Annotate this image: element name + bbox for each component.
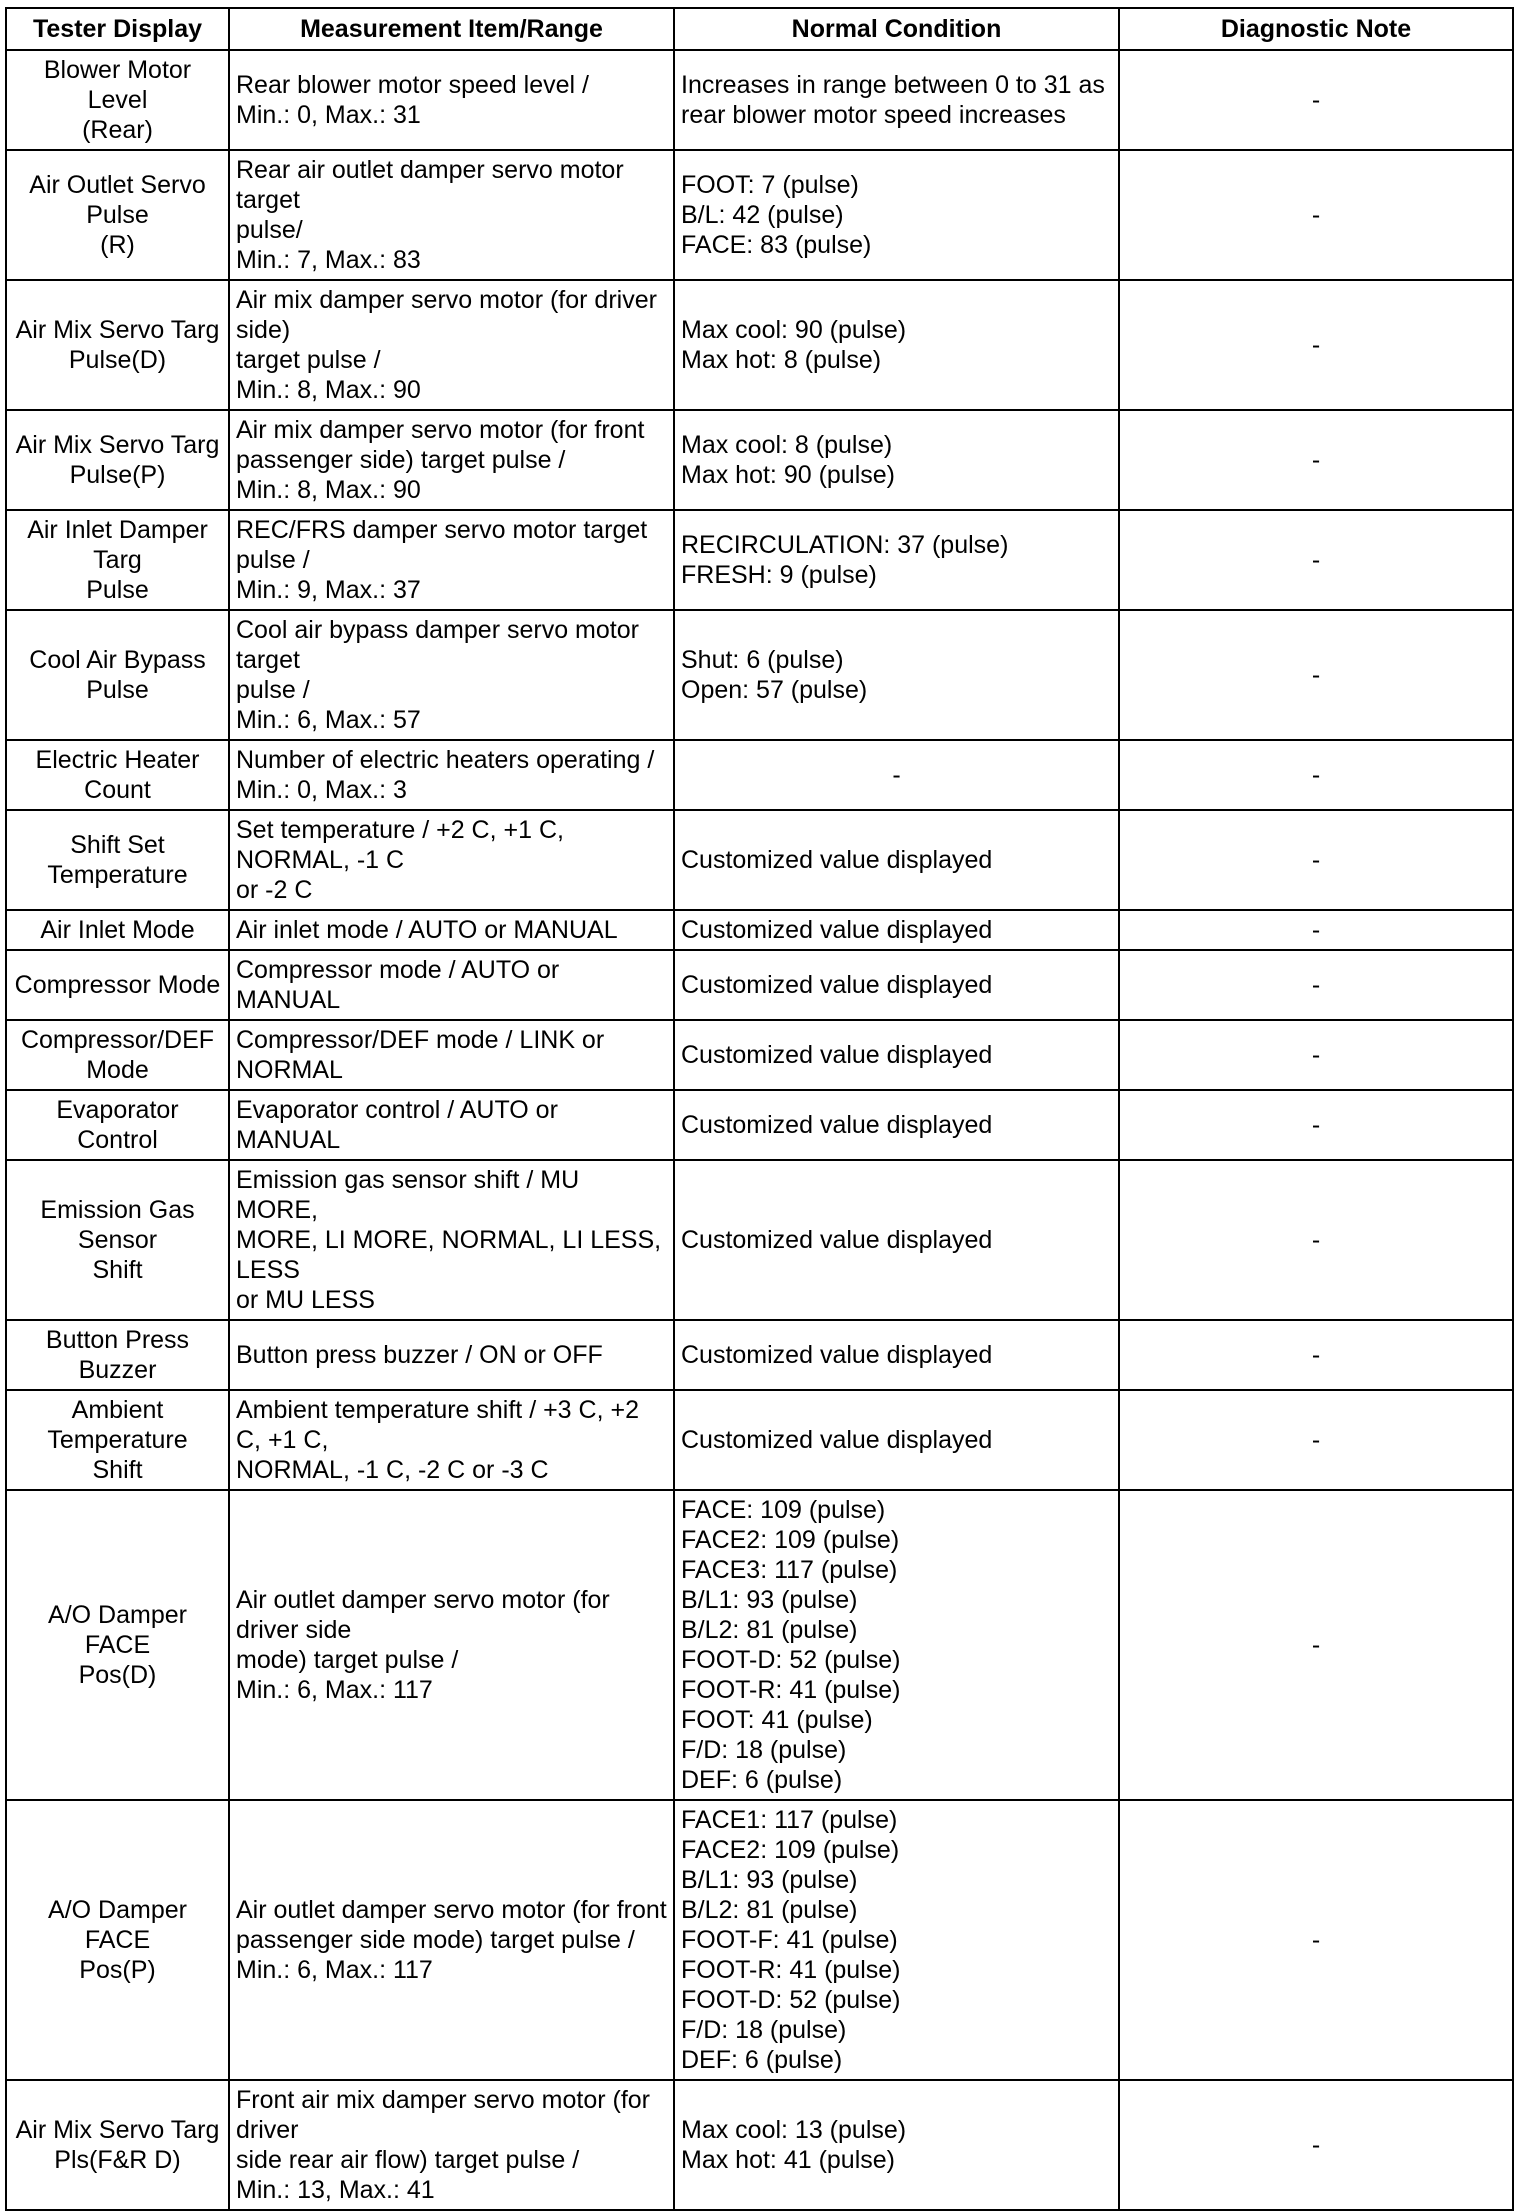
normal-condition-cell-line: Increases in range between 0 to 31 as bbox=[681, 71, 1105, 99]
table-header bbox=[6, 8, 1513, 50]
table-row bbox=[6, 150, 1513, 280]
header-measurement-item-range: Measurement Item/Range bbox=[229, 8, 674, 50]
tester-display-cell-line: Ambient Temperature bbox=[47, 1396, 188, 1454]
diagnostic-note-cell: - bbox=[1119, 2080, 1513, 2210]
diagnostic-note-cell: - bbox=[1119, 1390, 1513, 1490]
tester-display-cell-line: Shift bbox=[92, 1256, 143, 1284]
normal-condition-cell-line: B/L2: 81 (pulse) bbox=[681, 1896, 858, 1924]
tester-display-cell-line: Shift bbox=[92, 1456, 143, 1484]
normal-condition-cell bbox=[674, 150, 1119, 280]
normal-condition-cell-line: FOOT: 7 (pulse) bbox=[681, 171, 859, 199]
measurement-range-cell-line: Min.: 13, Max.: 41 bbox=[236, 2176, 435, 2204]
normal-condition-cell bbox=[674, 1160, 1119, 1320]
tester-display-cell bbox=[6, 2080, 229, 2210]
normal-condition-cell bbox=[674, 1800, 1119, 2080]
normal-condition-cell-line: FOOT-D: 52 (pulse) bbox=[681, 1646, 901, 1674]
normal-condition-cell bbox=[674, 280, 1119, 410]
tester-display-cell-line: Air Inlet Damper Targ bbox=[27, 516, 208, 574]
normal-condition-cell bbox=[674, 740, 1119, 810]
tester-display-cell bbox=[6, 810, 229, 910]
header-diagnostic-note: Diagnostic Note bbox=[1119, 8, 1513, 50]
measurement-range-cell-line: side rear air flow) target pulse / bbox=[236, 2146, 580, 2174]
diagnostic-note-cell: - bbox=[1119, 410, 1513, 510]
table-row bbox=[6, 610, 1513, 740]
tester-display-cell bbox=[6, 280, 229, 410]
tester-display-cell-line: Pulse bbox=[86, 576, 149, 604]
table-row bbox=[6, 1160, 1513, 1320]
measurement-range-cell-line: Ambient temperature shift / +3 C, +2 C, +1 C, bbox=[236, 1396, 639, 1454]
measurement-range-cell-line: Button press buzzer / ON or OFF bbox=[236, 1341, 603, 1369]
normal-condition-cell-line: Customized value displayed bbox=[681, 1341, 993, 1369]
measurement-range-cell-line: or MU LESS bbox=[236, 1286, 375, 1314]
normal-condition-cell-line: FOOT-R: 41 (pulse) bbox=[681, 1956, 901, 1984]
tester-display-cell-line: Compressor Mode bbox=[14, 971, 221, 999]
tester-display-cell-line: A/O Damper FACE bbox=[48, 1896, 187, 1954]
tester-display-cell-line: Air Mix Servo Targ bbox=[15, 316, 220, 344]
normal-condition-cell-line: FOOT-F: 41 (pulse) bbox=[681, 1926, 898, 1954]
diagnostic-data-table bbox=[5, 7, 1514, 2211]
diagnostic-note-cell: - bbox=[1119, 1020, 1513, 1090]
tester-display-cell-line: Pos(P) bbox=[79, 1956, 156, 1984]
table-row bbox=[6, 810, 1513, 910]
measurement-range-cell-line: mode) target pulse / bbox=[236, 1646, 459, 1674]
measurement-range-cell-line: passenger side mode) target pulse / bbox=[236, 1926, 635, 1954]
normal-condition-cell-line: FACE: 83 (pulse) bbox=[681, 231, 872, 259]
normal-condition-cell-line: RECIRCULATION: 37 (pulse) bbox=[681, 531, 1009, 559]
measurement-range-cell-line: Compressor/DEF mode / LINK or NORMAL bbox=[236, 1026, 605, 1084]
normal-condition-cell-line: DEF: 6 (pulse) bbox=[681, 1766, 843, 1794]
header-normal-condition: Normal Condition bbox=[674, 8, 1119, 50]
measurement-range-cell-line: Min.: 8, Max.: 90 bbox=[236, 476, 421, 504]
measurement-range-cell bbox=[229, 1320, 674, 1390]
tester-display-cell-line: A/O Damper FACE bbox=[48, 1601, 187, 1659]
normal-condition-cell-line: Shut: 6 (pulse) bbox=[681, 646, 844, 674]
normal-condition-cell-line: Customized value displayed bbox=[681, 971, 993, 999]
header-row bbox=[6, 8, 1513, 50]
tester-display-cell-line: Emission Gas Sensor bbox=[40, 1196, 195, 1254]
tester-display-cell-line: Shift Set Temperature bbox=[47, 831, 188, 889]
normal-condition-cell bbox=[674, 1020, 1119, 1090]
normal-condition-cell-line: Max hot: 8 (pulse) bbox=[681, 346, 882, 374]
measurement-range-cell-line: Rear air outlet damper servo motor target bbox=[236, 156, 624, 214]
measurement-range-cell-line: pulse / bbox=[236, 676, 310, 704]
normal-condition-cell-line: B/L1: 93 (pulse) bbox=[681, 1586, 858, 1614]
tester-display-cell bbox=[6, 950, 229, 1020]
measurement-range-cell-line: Emission gas sensor shift / MU MORE, bbox=[236, 1166, 580, 1224]
normal-condition-cell bbox=[674, 950, 1119, 1020]
tester-display-cell-line: (R) bbox=[100, 231, 135, 259]
measurement-range-cell-line: passenger side) target pulse / bbox=[236, 446, 566, 474]
tester-display-cell-line: Air Mix Servo Targ bbox=[15, 2116, 220, 2144]
table-body bbox=[6, 50, 1513, 2210]
normal-condition-cell-line: Customized value displayed bbox=[681, 1111, 993, 1139]
table-row bbox=[6, 910, 1513, 950]
normal-condition-cell-line: Customized value displayed bbox=[681, 1226, 993, 1254]
measurement-range-cell-line: Min.: 0, Max.: 31 bbox=[236, 101, 421, 129]
normal-condition-cell-line: FOOT-D: 52 (pulse) bbox=[681, 1986, 901, 2014]
measurement-range-cell bbox=[229, 1800, 674, 2080]
tester-display-cell bbox=[6, 1020, 229, 1090]
table-row bbox=[6, 410, 1513, 510]
normal-condition-cell-line: FACE: 109 (pulse) bbox=[681, 1496, 886, 1524]
normal-condition-cell bbox=[674, 1320, 1119, 1390]
normal-condition-cell bbox=[674, 910, 1119, 950]
tester-display-cell bbox=[6, 610, 229, 740]
tester-display-cell bbox=[6, 910, 229, 950]
measurement-range-cell-line: Air mix damper servo motor (for front bbox=[236, 416, 645, 444]
table-row bbox=[6, 2080, 1513, 2210]
tester-display-cell-line: Blower Motor Level bbox=[43, 56, 192, 114]
diagnostic-note-cell: - bbox=[1119, 740, 1513, 810]
tester-display-cell-line: Pos(D) bbox=[78, 1661, 157, 1689]
measurement-range-cell-line: Number of electric heaters operating / bbox=[236, 746, 655, 774]
normal-condition-cell-line: Customized value displayed bbox=[681, 1041, 993, 1069]
normal-condition-cell-line: FACE3: 117 (pulse) bbox=[681, 1556, 898, 1584]
tester-display-cell bbox=[6, 1320, 229, 1390]
tester-display-cell-line: Electric Heater Count bbox=[35, 746, 200, 804]
table-row bbox=[6, 950, 1513, 1020]
measurement-range-cell bbox=[229, 910, 674, 950]
tester-display-cell bbox=[6, 740, 229, 810]
table-row bbox=[6, 1800, 1513, 2080]
normal-condition-cell-line: Open: 57 (pulse) bbox=[681, 676, 868, 704]
tester-display-cell bbox=[6, 50, 229, 150]
tester-display-cell bbox=[6, 1090, 229, 1160]
diagnostic-note-cell: - bbox=[1119, 150, 1513, 280]
measurement-range-cell-line: Front air mix damper servo motor (for driver bbox=[236, 2086, 650, 2144]
normal-condition-cell bbox=[674, 410, 1119, 510]
measurement-range-cell bbox=[229, 1160, 674, 1320]
diagnostic-note-cell: - bbox=[1119, 950, 1513, 1020]
diagnostic-note-cell: - bbox=[1119, 1090, 1513, 1160]
normal-condition-cell bbox=[674, 1090, 1119, 1160]
table-row bbox=[6, 1320, 1513, 1390]
diagnostic-note-cell: - bbox=[1119, 1160, 1513, 1320]
tester-display-cell bbox=[6, 410, 229, 510]
normal-condition-cell bbox=[674, 2080, 1119, 2210]
measurement-range-cell bbox=[229, 50, 674, 150]
normal-condition-cell-line: FACE1: 117 (pulse) bbox=[681, 1806, 898, 1834]
tester-display-cell-line: Button Press Buzzer bbox=[45, 1326, 190, 1384]
measurement-range-cell-line: Min.: 6, Max.: 57 bbox=[236, 706, 421, 734]
normal-condition-cell-line: Max cool: 8 (pulse) bbox=[681, 431, 893, 459]
measurement-range-cell-line: or -2 C bbox=[236, 876, 313, 904]
table-row bbox=[6, 740, 1513, 810]
measurement-range-cell-line: Min.: 9, Max.: 37 bbox=[236, 576, 421, 604]
measurement-range-cell-line: Rear blower motor speed level / bbox=[236, 71, 589, 99]
measurement-range-cell bbox=[229, 510, 674, 610]
tester-display-cell-line: Pulse(P) bbox=[69, 461, 166, 489]
normal-condition-cell-line: F/D: 18 (pulse) bbox=[681, 1736, 847, 1764]
tester-display-cell bbox=[6, 1160, 229, 1320]
measurement-range-cell bbox=[229, 1490, 674, 1800]
tester-display-cell-line: Pulse(D) bbox=[68, 346, 167, 374]
normal-condition-cell-line: Customized value displayed bbox=[681, 1426, 993, 1454]
normal-condition-cell bbox=[674, 1390, 1119, 1490]
diagnostic-note-cell: - bbox=[1119, 280, 1513, 410]
table-row bbox=[6, 1020, 1513, 1090]
measurement-range-cell-line: Min.: 7, Max.: 83 bbox=[236, 246, 421, 274]
measurement-range-cell-line: Set temperature / +2 C, +1 C, NORMAL, -1 C bbox=[236, 816, 564, 874]
normal-condition-cell-line: FOOT: 41 (pulse) bbox=[681, 1706, 873, 1734]
normal-condition-cell-line: FACE2: 109 (pulse) bbox=[681, 1526, 900, 1554]
tester-display-cell-line: Air Outlet Servo Pulse bbox=[29, 171, 206, 229]
diagnostic-note-cell: - bbox=[1119, 610, 1513, 740]
diagnostic-note-cell: - bbox=[1119, 810, 1513, 910]
diagnostic-note-cell: - bbox=[1119, 1490, 1513, 1800]
normal-condition-cell bbox=[674, 50, 1119, 150]
measurement-range-cell bbox=[229, 950, 674, 1020]
measurement-range-cell bbox=[229, 740, 674, 810]
table-row bbox=[6, 50, 1513, 150]
tester-display-cell-line: Compressor/DEF bbox=[20, 1026, 215, 1054]
diagnostic-note-cell: - bbox=[1119, 1320, 1513, 1390]
measurement-range-cell bbox=[229, 410, 674, 510]
normal-condition-cell-line: Max cool: 13 (pulse) bbox=[681, 2116, 907, 2144]
measurement-range-cell-line: Air outlet damper servo motor (for front bbox=[236, 1896, 667, 1924]
normal-condition-cell-line: B/L: 42 (pulse) bbox=[681, 201, 844, 229]
measurement-range-cell-line: REC/FRS damper servo motor target pulse / bbox=[236, 516, 648, 574]
tester-display-cell bbox=[6, 1390, 229, 1490]
measurement-range-cell-line: Air mix damper servo motor (for driver side) bbox=[236, 286, 657, 344]
normal-condition-cell bbox=[674, 1490, 1119, 1800]
measurement-range-cell bbox=[229, 280, 674, 410]
table-row bbox=[6, 280, 1513, 410]
measurement-range-cell bbox=[229, 150, 674, 280]
tester-display-cell-line: Mode bbox=[86, 1056, 149, 1084]
diagnostic-note-cell: - bbox=[1119, 510, 1513, 610]
table-row bbox=[6, 1090, 1513, 1160]
normal-condition-cell-line: F/D: 18 (pulse) bbox=[681, 2016, 847, 2044]
table-row bbox=[6, 1390, 1513, 1490]
measurement-range-cell-line: pulse/ bbox=[236, 216, 303, 244]
measurement-range-cell-line: Min.: 0, Max.: 3 bbox=[236, 776, 407, 804]
normal-condition-cell-line: Customized value displayed bbox=[681, 846, 993, 874]
tester-display-cell-line: Air Inlet Mode bbox=[40, 916, 195, 944]
measurement-range-cell bbox=[229, 610, 674, 740]
measurement-range-cell-line: Air inlet mode / AUTO or MANUAL bbox=[236, 916, 618, 944]
tester-display-cell bbox=[6, 510, 229, 610]
diagnostic-note-cell: - bbox=[1119, 50, 1513, 150]
measurement-range-cell-line: Min.: 6, Max.: 117 bbox=[236, 1676, 433, 1704]
measurement-range-cell bbox=[229, 2080, 674, 2210]
normal-condition-cell-line: FRESH: 9 (pulse) bbox=[681, 561, 877, 589]
measurement-range-cell bbox=[229, 1390, 674, 1490]
measurement-range-cell-line: Compressor mode / AUTO or MANUAL bbox=[236, 956, 560, 1014]
normal-condition-cell bbox=[674, 610, 1119, 740]
normal-condition-cell bbox=[674, 510, 1119, 610]
measurement-range-cell-line: MORE, LI MORE, NORMAL, LI LESS, LESS bbox=[236, 1226, 662, 1284]
tester-display-cell-line: Cool Air Bypass Pulse bbox=[29, 646, 206, 704]
tester-display-cell-line: (Rear) bbox=[82, 116, 153, 144]
diagnostic-note-cell: - bbox=[1119, 1800, 1513, 2080]
tester-display-cell-line: Pls(F&R D) bbox=[54, 2146, 181, 2174]
normal-condition-cell-line: DEF: 6 (pulse) bbox=[681, 2046, 843, 2074]
normal-condition-cell-line: FACE2: 109 (pulse) bbox=[681, 1836, 900, 1864]
measurement-range-cell-line: Min.: 8, Max.: 90 bbox=[236, 376, 421, 404]
measurement-range-cell bbox=[229, 1090, 674, 1160]
tester-display-cell bbox=[6, 150, 229, 280]
measurement-range-cell-line: Cool air bypass damper servo motor target bbox=[236, 616, 639, 674]
measurement-range-cell-line: NORMAL, -1 C, -2 C or -3 C bbox=[236, 1456, 549, 1484]
tester-display-cell bbox=[6, 1800, 229, 2080]
header-tester-display: Tester Display bbox=[6, 8, 229, 50]
normal-condition-cell-line: B/L2: 81 (pulse) bbox=[681, 1616, 858, 1644]
measurement-range-cell bbox=[229, 810, 674, 910]
tester-display-cell-line: Air Mix Servo Targ bbox=[15, 431, 220, 459]
normal-condition-cell-line: - bbox=[892, 761, 901, 789]
normal-condition-cell-line: rear blower motor speed increases bbox=[681, 101, 1066, 129]
tester-display-cell bbox=[6, 1490, 229, 1800]
table-row bbox=[6, 510, 1513, 610]
tester-display-cell-line: Evaporator Control bbox=[56, 1096, 179, 1154]
normal-condition-cell-line: Max hot: 90 (pulse) bbox=[681, 461, 895, 489]
normal-condition-cell-line: FOOT-R: 41 (pulse) bbox=[681, 1676, 901, 1704]
normal-condition-cell-line: Max cool: 90 (pulse) bbox=[681, 316, 907, 344]
diagnostic-note-cell: - bbox=[1119, 910, 1513, 950]
normal-condition-cell-line: Customized value displayed bbox=[681, 916, 993, 944]
normal-condition-cell-line: B/L1: 93 (pulse) bbox=[681, 1866, 858, 1894]
measurement-range-cell bbox=[229, 1020, 674, 1090]
measurement-range-cell-line: target pulse / bbox=[236, 346, 381, 374]
measurement-range-cell-line: Evaporator control / AUTO or MANUAL bbox=[236, 1096, 558, 1154]
normal-condition-cell-line: Max hot: 41 (pulse) bbox=[681, 2146, 895, 2174]
normal-condition-cell bbox=[674, 810, 1119, 910]
measurement-range-cell-line: Min.: 6, Max.: 117 bbox=[236, 1956, 433, 1984]
table-row bbox=[6, 1490, 1513, 1800]
measurement-range-cell-line: Air outlet damper servo motor (for driver side bbox=[236, 1586, 610, 1644]
